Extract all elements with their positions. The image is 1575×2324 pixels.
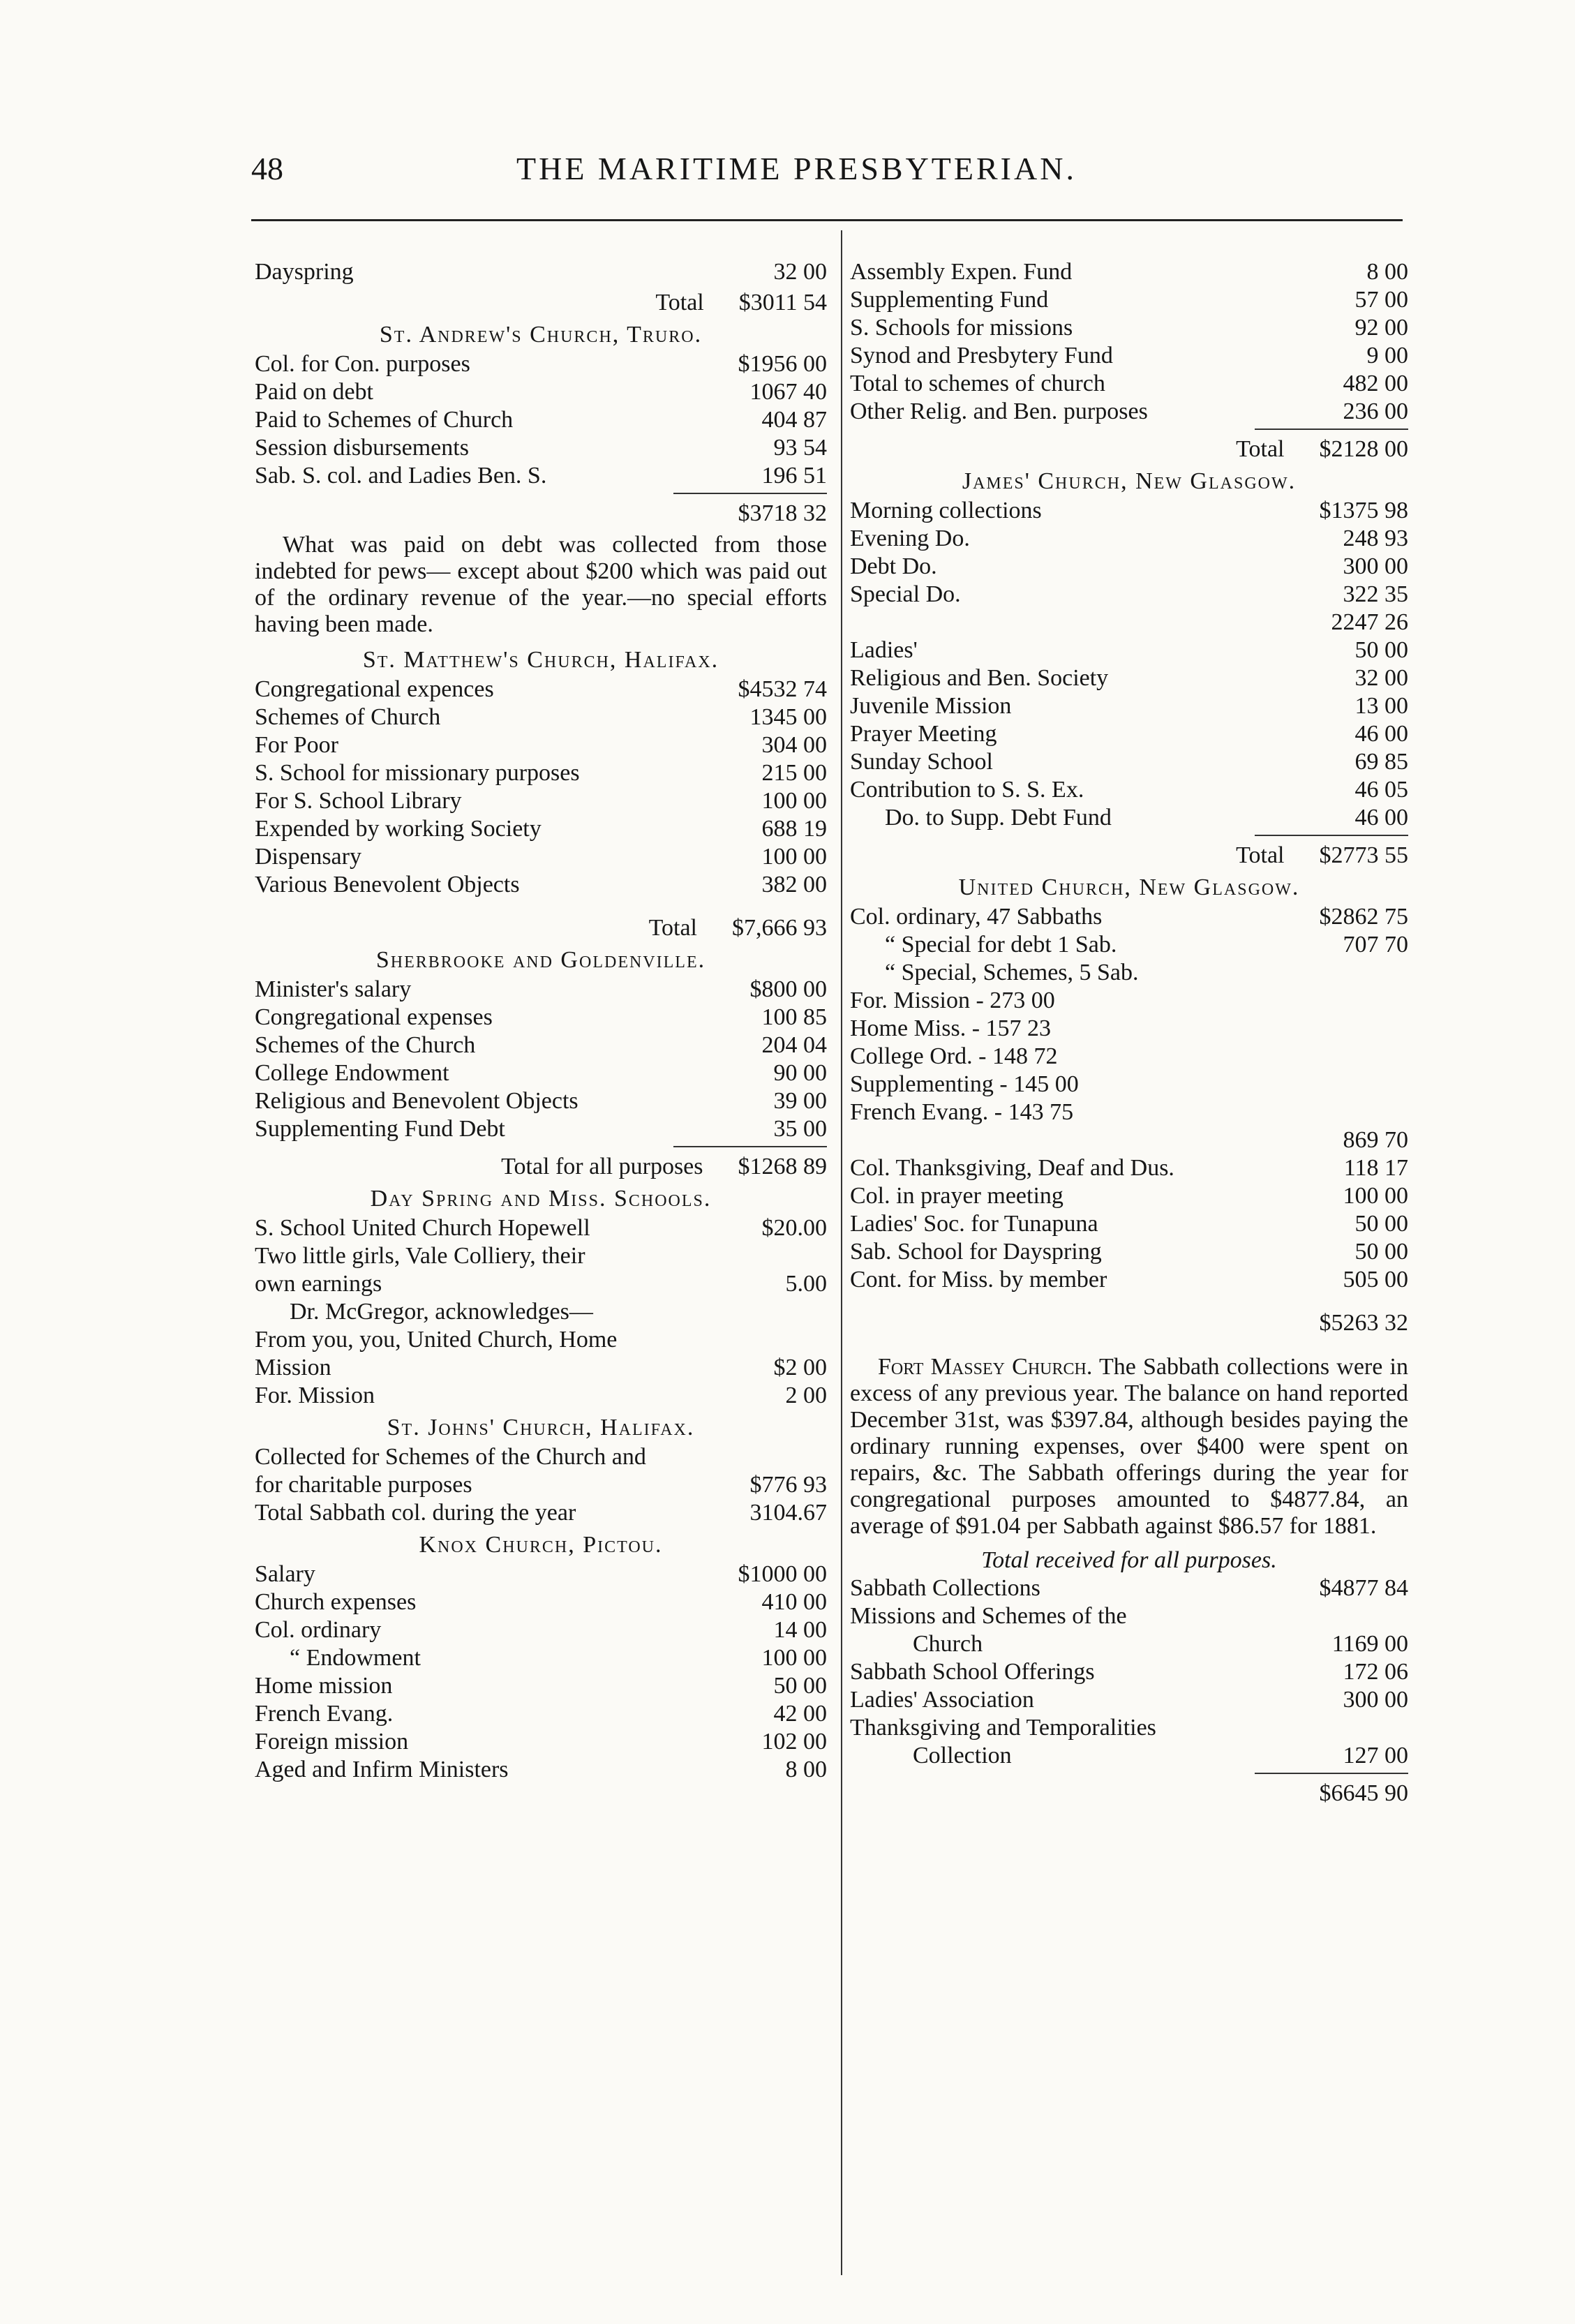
row-label: Col. in prayer meeting	[850, 1183, 1063, 1209]
ledger-row	[850, 1686, 1408, 1714]
ledger-row	[850, 692, 1408, 720]
row-label: Prayer Meeting	[850, 721, 997, 747]
sum-rule	[1255, 429, 1408, 430]
ledger-row	[850, 1154, 1408, 1182]
row-label: S. School United Church Hopewell	[255, 1215, 590, 1241]
row-label: Sabbath School Offerings	[850, 1659, 1095, 1685]
row-label: Various Benevolent Objects	[255, 872, 520, 897]
row-label: Do. to Supp. Debt Fund	[885, 805, 1112, 830]
paragraph-text: The Sabbath collections were in excess of any previous year. The balance on hand reported December 31st, was $397.84, although besides paying the ordinary running expenses, over $400 were spent on repairs, &c. The Sabbath offerings during the year for congregational purposes amounted to $4877.84, an average of $91.04 per Sabbath against $86.57 for 1881.	[850, 1354, 1408, 1539]
ledger-row	[850, 804, 1408, 832]
total-row	[850, 433, 1408, 463]
ledger-row	[255, 1004, 827, 1031]
row-label: Expended by working Society	[255, 816, 542, 842]
row-label: Ladies' Association	[850, 1687, 1034, 1713]
row-amount: 32 00	[773, 259, 827, 285]
page-header	[237, 151, 1389, 197]
total-row	[850, 1777, 1408, 1808]
row-label: Sabbath Collections	[850, 1575, 1040, 1601]
row-amount: 102 00	[761, 1729, 827, 1755]
row-label: Mission	[255, 1355, 331, 1380]
row-label: Congregational expenses	[255, 1004, 493, 1030]
ledger-row	[255, 1616, 827, 1644]
row-label: Foreign mission	[255, 1729, 409, 1755]
ledger-row	[255, 258, 827, 286]
row-label: own earnings	[255, 1271, 382, 1297]
ledger-row	[255, 378, 827, 406]
ledger-row	[850, 286, 1408, 314]
row-label: for charitable purposes	[255, 1472, 472, 1498]
row-label: Juvenile Mission	[850, 693, 1012, 719]
row-label: Debt Do.	[850, 553, 937, 579]
ledger-row	[850, 398, 1408, 426]
row-label: Paid to Schemes of Church	[255, 407, 514, 433]
row-amount: 100 00	[1343, 1183, 1408, 1209]
row-label: Ladies'	[850, 637, 918, 663]
row-label: Salary	[255, 1561, 315, 1587]
row-label: Schemes of the Church	[255, 1032, 476, 1058]
row-amount: $1375 98	[1319, 498, 1408, 523]
row-label: Supplementing Fund Debt	[255, 1116, 505, 1142]
ledger-row	[850, 1714, 1408, 1742]
row-amount: 1067 40	[749, 379, 827, 405]
row-label: Congregational expences	[255, 676, 494, 702]
row-amount: 93 54	[773, 435, 827, 461]
row-label: Cont. for Miss. by member	[850, 1267, 1107, 1293]
row-label: Church	[913, 1631, 983, 1657]
row-amount: 92 00	[1354, 315, 1408, 341]
row-label: Sunday School	[850, 749, 993, 775]
row-label: Thanksgiving and Temporalities	[850, 1715, 1156, 1741]
total-row	[850, 839, 1408, 870]
row-label: “ Endowment	[290, 1645, 421, 1671]
row-amount: 57 00	[1354, 287, 1408, 313]
row-amount: 505 00	[1343, 1267, 1408, 1293]
column-rule	[841, 230, 842, 2275]
row-amount: $4877 84	[1319, 1575, 1408, 1601]
row-label: Sab. S. col. and Ladies Ben. S.	[255, 463, 547, 489]
row-amount: 127 00	[1343, 1743, 1408, 1768]
row-amount: 404 87	[761, 407, 827, 433]
ledger-row	[255, 1756, 827, 1784]
row-label: Col. Thanksgiving, Deaf and Dus.	[850, 1155, 1174, 1181]
ledger-row	[255, 1214, 827, 1242]
ledger-row	[850, 931, 1408, 959]
ledger-row	[255, 1471, 827, 1499]
total-amount: $3718 32	[738, 500, 827, 526]
ledger-row	[850, 1210, 1408, 1238]
row-amount: 13 00	[1354, 693, 1408, 719]
ledger-row	[255, 350, 827, 378]
row-label: Religious and Benevolent Objects	[255, 1088, 579, 1114]
ledger-row	[255, 703, 827, 731]
row-label: Collection	[913, 1743, 1012, 1768]
ledger-row	[255, 1298, 827, 1326]
row-label: Evening Do.	[850, 526, 970, 551]
row-amount: 35 00	[773, 1116, 827, 1142]
total-amount: $2128 00	[1319, 436, 1408, 462]
ledger-row	[255, 1443, 827, 1471]
section-heading: St. Matthew's Church, Halifax.	[362, 647, 719, 673]
total-amount: $6645 90	[1319, 1780, 1408, 1806]
row-amount: 248 93	[1343, 526, 1408, 551]
row-amount: 3104.67	[749, 1500, 827, 1526]
row-label: French Evang. - 143 75	[850, 1099, 1074, 1125]
row-label: Col. for Con. purposes	[255, 351, 470, 377]
ledger-row	[850, 1098, 1408, 1126]
row-label: Special Do.	[850, 581, 961, 607]
row-amount: $2862 75	[1319, 904, 1408, 930]
ledger-row	[255, 871, 827, 899]
ledger-row	[850, 314, 1408, 342]
ledger-row	[850, 1602, 1408, 1630]
row-label: Home mission	[255, 1673, 393, 1699]
right-column	[850, 258, 1408, 1808]
row-label: “ Special, Schemes, 5 Sab.	[885, 960, 1139, 985]
row-amount: 2247 26	[1331, 609, 1408, 635]
row-label: Session disbursements	[255, 435, 469, 461]
row-amount: $20.00	[761, 1215, 827, 1241]
ledger-row	[850, 525, 1408, 553]
ledger-row	[255, 1560, 827, 1588]
row-label: Ladies' Soc. for Tunapuna	[850, 1211, 1098, 1237]
row-amount: 90 00	[773, 1060, 827, 1086]
left-column	[255, 258, 827, 1784]
row-amount: 46 00	[1354, 805, 1408, 830]
ledger-row	[255, 1087, 827, 1115]
ledger-row	[255, 434, 827, 462]
row-label: For. Mission	[255, 1383, 375, 1408]
row-amount: 100 00	[761, 1645, 827, 1671]
row-amount: 100 00	[761, 788, 827, 814]
row-amount: 322 35	[1343, 581, 1408, 607]
row-amount: 46 00	[1354, 721, 1408, 747]
ledger-row	[255, 1499, 827, 1527]
total-label: Total	[1236, 436, 1285, 462]
sum-rule	[1255, 835, 1408, 836]
ledger-row	[255, 787, 827, 815]
row-amount: 69 85	[1354, 749, 1408, 775]
row-label: Paid on debt	[255, 379, 373, 405]
total-amount: $2773 55	[1319, 842, 1408, 868]
row-label: For S. School Library	[255, 788, 462, 814]
row-amount: 236 00	[1343, 398, 1408, 424]
ledger-row	[850, 903, 1408, 931]
ledger-row	[850, 664, 1408, 692]
row-amount: 100 85	[761, 1004, 827, 1030]
ledger-row	[850, 553, 1408, 581]
row-amount: 204 04	[761, 1032, 827, 1058]
ledger-row	[255, 1382, 827, 1410]
note-paragraph: What was paid on debt was collected from those indebted for pews— except about $200 which was paid out of the ordinary revenue of the year.—no special efforts having been made.	[255, 532, 827, 637]
ledger-row	[255, 1672, 827, 1700]
row-label: “ Special for debt 1 Sab.	[885, 932, 1117, 958]
row-label: Church expenses	[255, 1589, 417, 1615]
row-label: Col. ordinary, 47 Sabbaths	[850, 904, 1103, 930]
row-amount: 382 00	[761, 872, 827, 897]
section-heading: James' Church, New Glasgow.	[962, 468, 1297, 494]
total-amount: $1268 89	[738, 1154, 827, 1179]
row-label: Supplementing Fund	[850, 287, 1049, 313]
row-label: Sab. School for Dayspring	[850, 1239, 1102, 1265]
row-amount: $800 00	[749, 976, 827, 1002]
row-amount: 39 00	[773, 1088, 827, 1114]
row-amount: 8 00	[785, 1757, 827, 1782]
row-amount: $1000 00	[738, 1561, 827, 1587]
sum-rule	[673, 493, 827, 494]
row-label: Aged and Infirm Ministers	[255, 1757, 509, 1782]
row-amount: 50 00	[1354, 637, 1408, 663]
total-label: Total	[1236, 842, 1285, 868]
fort-massey-paragraph	[850, 1354, 1408, 1540]
row-label: Religious and Ben. Society	[850, 665, 1109, 691]
section-heading: Fort Massey Church.	[878, 1354, 1093, 1380]
row-label: S. School for missionary purposes	[255, 760, 580, 786]
row-amount: 9 00	[1366, 343, 1408, 368]
ledger-row	[850, 720, 1408, 748]
ledger-row	[255, 1588, 827, 1616]
ledger-row	[850, 370, 1408, 398]
ledger-row	[255, 976, 827, 1004]
running-title: THE MARITIME PRESBYTERIAN.	[516, 151, 1077, 186]
row-amount: 688 19	[761, 816, 827, 842]
total-label: Total	[648, 915, 697, 941]
row-amount: 2 00	[785, 1383, 827, 1408]
section-heading: St. Andrew's Church, Truro.	[379, 322, 703, 348]
row-amount: 42 00	[773, 1701, 827, 1727]
spacer	[850, 1337, 1408, 1350]
ledger-row	[850, 1742, 1408, 1770]
row-label: College Ord. - 148 72	[850, 1043, 1058, 1069]
ledger-row	[255, 1059, 827, 1087]
row-amount: 50 00	[1354, 1211, 1408, 1237]
total-amount: $3011 54	[738, 290, 827, 315]
row-label: Synod and Presbytery Fund	[850, 343, 1113, 368]
row-label: Morning collections	[850, 498, 1042, 523]
row-label: Two little girls, Vale Colliery, their	[255, 1243, 585, 1269]
row-amount: 482 00	[1343, 371, 1408, 396]
sum-rule	[1255, 1773, 1408, 1774]
ledger-row	[255, 406, 827, 434]
ledger-row	[850, 258, 1408, 286]
total-row	[850, 1306, 1408, 1337]
row-label: Total to schemes of church	[850, 371, 1105, 396]
spacer	[850, 1294, 1408, 1306]
row-label: Home Miss. - 157 23	[850, 1015, 1052, 1041]
total-row	[255, 497, 827, 528]
ledger-row	[850, 959, 1408, 987]
row-amount: 300 00	[1343, 553, 1408, 579]
ledger-row	[850, 342, 1408, 370]
row-label: Dayspring	[255, 259, 354, 285]
row-amount: 304 00	[761, 732, 827, 758]
row-amount: 50 00	[773, 1673, 827, 1699]
row-amount: 1169 00	[1331, 1631, 1408, 1657]
page-number: 48	[251, 151, 283, 186]
total-row	[255, 911, 827, 942]
st-andrews-list	[255, 350, 827, 490]
row-amount: 1345 00	[749, 704, 827, 730]
ledger-row	[850, 776, 1408, 804]
row-label: French Evang.	[255, 1701, 394, 1727]
row-amount: 410 00	[761, 1589, 827, 1615]
total-row	[255, 1150, 827, 1181]
row-label: For Poor	[255, 732, 338, 758]
section-heading: St. Johns' Church, Halifax.	[387, 1415, 695, 1440]
row-amount: $4532 74	[738, 676, 827, 702]
ledger-row	[850, 1238, 1408, 1266]
ledger-row	[850, 1043, 1408, 1071]
sum-rule	[673, 1146, 827, 1147]
row-amount: 707 70	[1343, 932, 1408, 958]
section-heading: Sherbrooke and Goldenville.	[375, 947, 706, 973]
spacer	[255, 899, 827, 911]
total-label: Total for all purposes	[501, 1154, 703, 1179]
section-heading: Knox Church, Pictou.	[419, 1532, 663, 1558]
ledger-row	[255, 843, 827, 871]
ledger-row	[850, 581, 1408, 609]
row-amount: 869 70	[1343, 1127, 1408, 1153]
row-amount: 196 51	[761, 463, 827, 489]
row-label: S. Schools for missions	[850, 315, 1073, 341]
ledger-row	[850, 1630, 1408, 1658]
ledger-row	[255, 1326, 827, 1354]
ledger-row	[255, 731, 827, 759]
ledger-row	[850, 497, 1408, 525]
row-label: Dispensary	[255, 844, 361, 870]
row-label: Col. ordinary	[255, 1617, 382, 1643]
row-label: Schemes of Church	[255, 704, 441, 730]
row-label: Missions and Schemes of the	[850, 1603, 1127, 1629]
ledger-row	[850, 636, 1408, 664]
row-label: Collected for Schemes of the Church and	[255, 1444, 646, 1470]
row-amount: 5.00	[785, 1271, 827, 1297]
total-amount: $5263 32	[1319, 1310, 1408, 1336]
ledger-row	[255, 1270, 827, 1298]
total-label: Total	[655, 290, 704, 315]
row-label: Dr. McGregor, acknowledges—	[290, 1299, 593, 1325]
row-amount: $1956 00	[738, 351, 827, 377]
ledger-row	[850, 1126, 1408, 1154]
row-label: For. Mission - 273 00	[850, 988, 1055, 1013]
ledger-row	[255, 1354, 827, 1382]
row-label: College Endowment	[255, 1060, 449, 1086]
ledger-row	[255, 1644, 827, 1672]
ledger-row	[255, 1242, 827, 1270]
row-amount: 172 06	[1343, 1659, 1408, 1685]
ledger-row	[850, 609, 1408, 636]
row-amount: 215 00	[761, 760, 827, 786]
row-amount: 50 00	[1354, 1239, 1408, 1265]
row-amount: 300 00	[1343, 1687, 1408, 1713]
row-label: Supplementing - 145 00	[850, 1071, 1079, 1097]
ledger-row	[850, 1015, 1408, 1043]
ledger-row	[255, 1728, 827, 1756]
row-amount: 14 00	[773, 1617, 827, 1643]
ledger-row	[850, 987, 1408, 1015]
row-amount: 32 00	[1354, 665, 1408, 691]
section-heading: Day Spring and Miss. Schools.	[370, 1186, 712, 1212]
row-label: Total Sabbath col. during the year	[255, 1500, 576, 1526]
row-amount: 46 05	[1354, 777, 1408, 803]
row-label: Contribution to S. S. Ex.	[850, 777, 1084, 803]
ledger-row	[255, 759, 827, 787]
row-amount: 8 00	[1366, 259, 1408, 285]
ledger-row	[850, 1658, 1408, 1686]
row-label: Other Relig. and Ben. purposes	[850, 398, 1148, 424]
ledger-row	[850, 1182, 1408, 1210]
ledger-row	[255, 1115, 827, 1143]
row-label: Minister's salary	[255, 976, 412, 1002]
ledger-row	[255, 815, 827, 843]
ledger-row	[850, 748, 1408, 776]
row-amount: $776 93	[749, 1472, 827, 1498]
row-amount: 100 00	[761, 844, 827, 870]
header-rule	[251, 219, 1403, 221]
ledger-row	[255, 1700, 827, 1728]
total-row	[255, 286, 827, 317]
ledger-row	[255, 462, 827, 490]
total-amount: $7,666 93	[732, 915, 827, 941]
row-amount: $2 00	[773, 1355, 827, 1380]
italic-subheading: Total received for all purposes.	[981, 1547, 1277, 1573]
row-label: Assembly Expen. Fund	[850, 259, 1073, 285]
ledger-row	[255, 1031, 827, 1059]
ledger-row	[850, 1266, 1408, 1294]
ledger-row	[850, 1574, 1408, 1602]
ledger-row	[255, 676, 827, 703]
row-amount: 118 17	[1343, 1155, 1408, 1181]
ledger-row	[850, 1071, 1408, 1098]
section-heading: United Church, New Glasgow.	[958, 874, 1300, 900]
row-label: From you, you, United Church, Home	[255, 1327, 618, 1353]
